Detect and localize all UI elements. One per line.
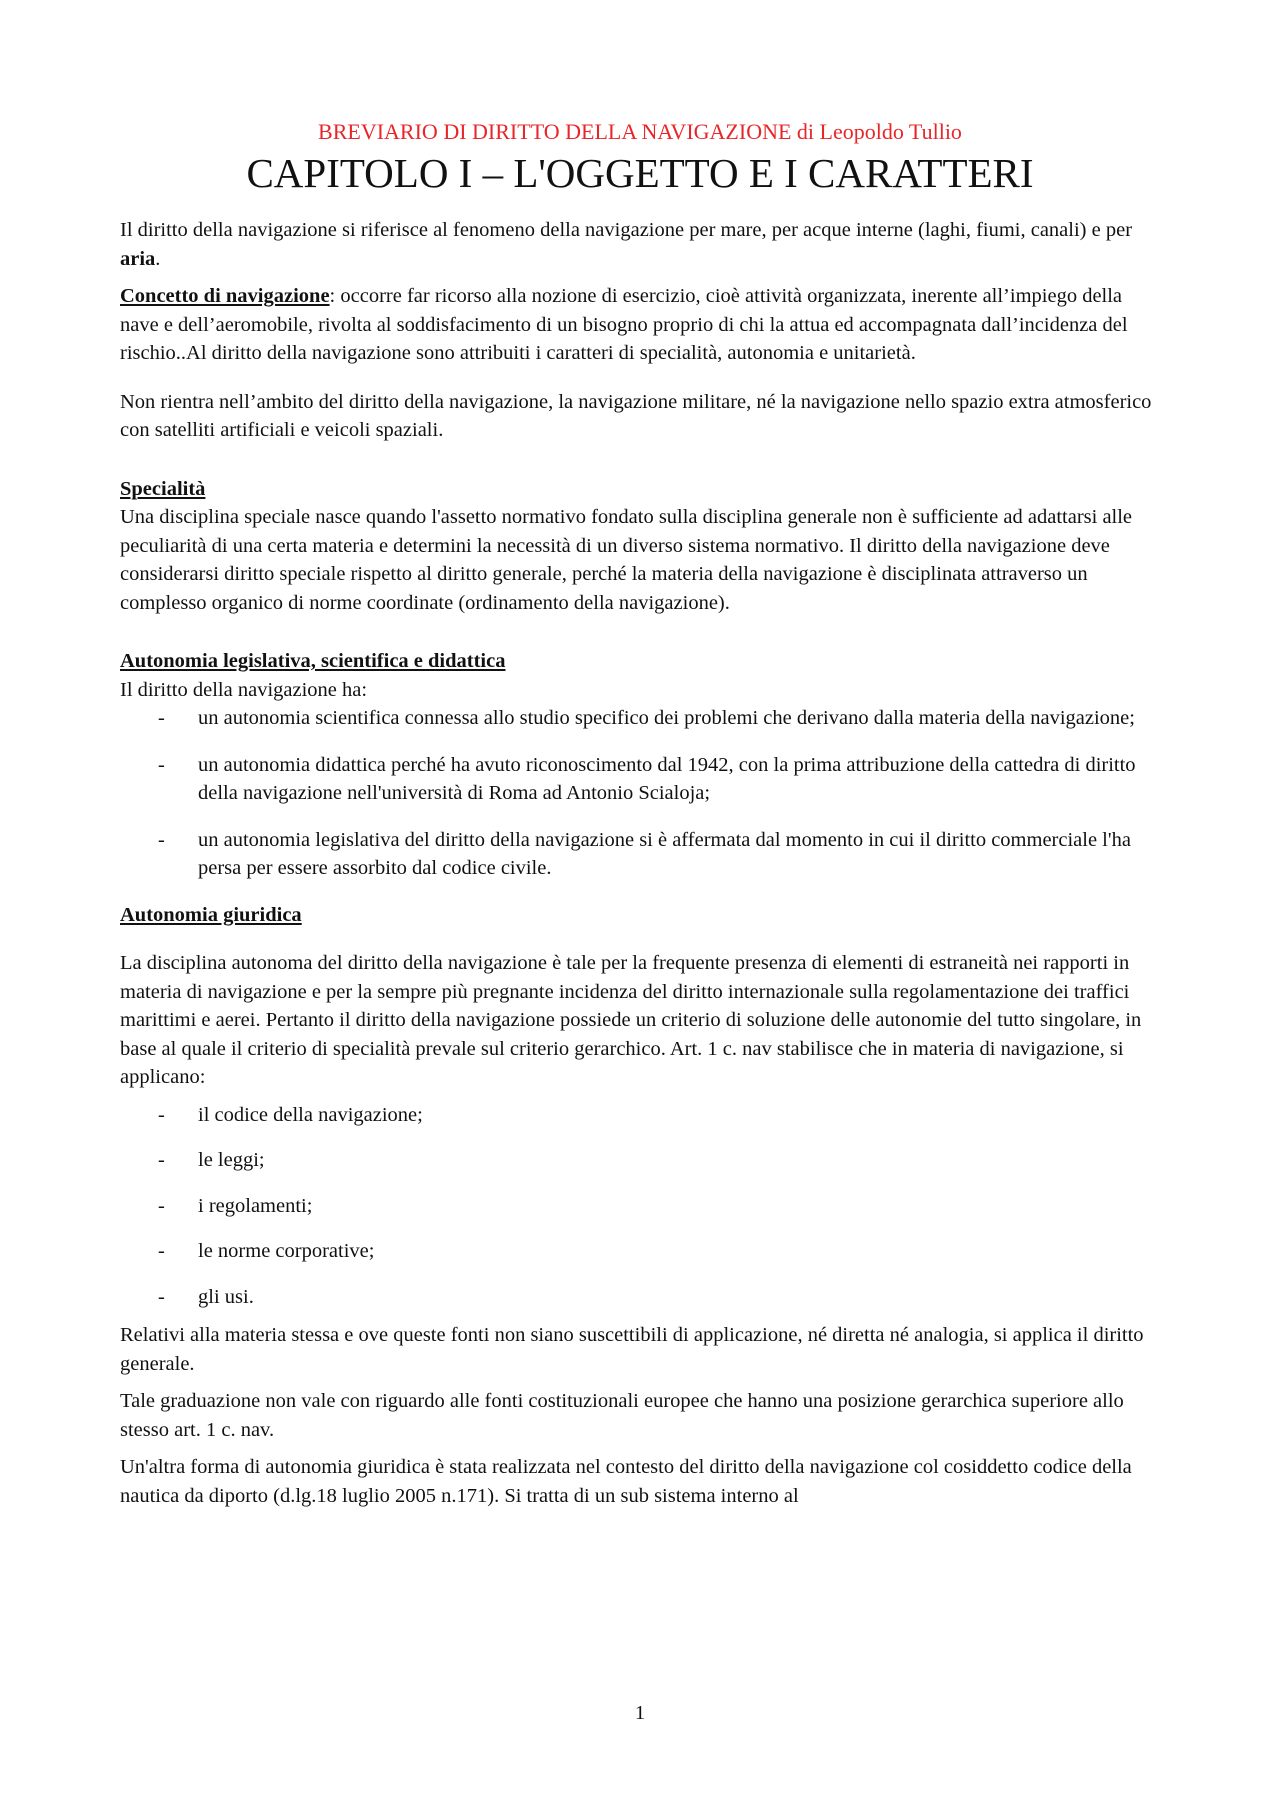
fonti-list	[120, 1101, 1160, 1312]
list-bullet: -	[158, 1194, 165, 1217]
list-item: - le leggi;	[120, 1146, 1160, 1175]
list-bullet: -	[158, 1240, 165, 1262]
autonomia-legislativa-list	[120, 704, 1160, 883]
concetto-paragraph	[120, 282, 1160, 368]
page-number: 1	[634, 1702, 646, 1724]
autonomia-legislativa-intro: Il diritto della navigazione ha:	[120, 678, 368, 701]
graduazione-paragraph: Tale graduazione non vale con riguardo alle fonti costituzionali europee che hanno una posizione gerarchica superiore allo stesso art. 1 c. nav.	[120, 1390, 1124, 1441]
intro-text: Il diritto della navigazione si riferisce al fenomeno della navigazione per mare, per acque interne (laghi, fiumi, canali) e per	[120, 219, 1133, 241]
concetto-text: : occorre far ricorso alla nozione di esercizio, cioè attività organizzata, inerente all’impiego della nave e dell’aeromobile, rivolta al soddisfacimento di un bisogno proprio di chi la attua ed accompagnata dall’incidenza del rischio..Al diritto della navigazione sono attribuiti i caratteri di specialità, autonomia e unitarietà.	[120, 285, 1128, 364]
document-page	[120, 118, 1160, 1510]
intro-paragraph	[120, 216, 1160, 273]
autonomia-giuridica-heading: Autonomia giuridica	[120, 903, 302, 926]
altra-forma-paragraph: Un'altra forma di autonomia giuridica è stata realizzata nel contesto del diritto della navigazione col cosiddetto codice della nautica da diporto (d.lg.18 luglio 2005 n.171). Si tratta di un sub sistema interno al	[120, 1456, 1132, 1507]
list-item: - i regolamenti;	[120, 1192, 1160, 1221]
list-bullet: -	[158, 1149, 165, 1171]
specialita-heading: Specialità	[120, 477, 206, 500]
chapter-title: CAPITOLO I – L'OGGETTO E I CARATTERI	[246, 150, 1034, 196]
list-bullet: -	[158, 753, 165, 776]
list-bullet: -	[158, 1285, 165, 1308]
autonomia-legislativa-heading: Autonomia legislativa, scientifica e didattica	[120, 650, 506, 672]
autonomia-giuridica-paragraph: La disciplina autonoma del diritto della navigazione è tale per la frequente presenza di elementi di estraneità nei rapporti in materia di navigazione e per la sempre più pregnante incidenza del diritto internazionale sulla regolamentazione dei traffici marittimi e aerei. Pertanto il diritto della navigazione possiede un criterio di soluzione delle autonomie del tutto singolare, in base al quale il criterio di specialità prevale sul criterio gerarchico. Art. 1 c. nav stabilisce che in materia di navigazione, si applicano:	[120, 952, 1142, 1088]
non-rientra-paragraph: Non rientra nell’ambito del diritto della navigazione, la navigazione militare, né la navigazione nello spazio extra atmosferico con satelliti artificiali e veicoli spaziali.	[120, 390, 1152, 441]
list-item: - un autonomia scientifica connessa allo studio specifico dei problemi che derivano dalla materia della navigazione;	[120, 704, 1160, 733]
list-item: - le norme corporative;	[120, 1237, 1160, 1266]
specialita-paragraph: Una disciplina speciale nasce quando l'assetto normativo fondato sulla disciplina generale non è sufficiente ad adattarsi alle peculiarità di una certa materia e determini la necessità di un diverso sistema normativo. Il diritto della navigazione deve considerarsi diritto speciale rispetto al diritto generale, perché la materia della navigazione è disciplinata attraverso un complesso organico di norme coordinate (ordinamento della navigazione).	[120, 506, 1133, 614]
intro-bold-word: aria	[120, 247, 156, 270]
list-item: - il codice della navigazione;	[120, 1101, 1160, 1130]
list-item: - un autonomia legislativa del diritto della navigazione si è affermata dal momento in cui il diritto commerciale l'ha persa per essere assorbito dal codice civile.	[120, 826, 1160, 883]
intro-end: .	[155, 247, 161, 270]
list-bullet: -	[158, 707, 165, 729]
relativi-paragraph: Relativi alla materia stessa e ove queste fonti non siano suscettibili di applicazione, né diretta né analogia, si applica il diritto generale.	[120, 1324, 1144, 1375]
list-bullet: -	[158, 1103, 165, 1126]
list-item: - un autonomia didattica perché ha avuto riconoscimento dal 1942, con la prima attribuzione della cattedra di diritto della navigazione nell'università di Roma ad Antonio Scialoja;	[120, 751, 1160, 808]
document-kicker: BREVIARIO DI DIRITTO DELLA NAVIGAZIONE di Leopoldo Tullio	[318, 119, 962, 144]
concetto-label: Concetto di navigazione	[120, 285, 330, 307]
list-item: - gli usi.	[120, 1283, 1160, 1312]
list-bullet: -	[158, 828, 165, 851]
